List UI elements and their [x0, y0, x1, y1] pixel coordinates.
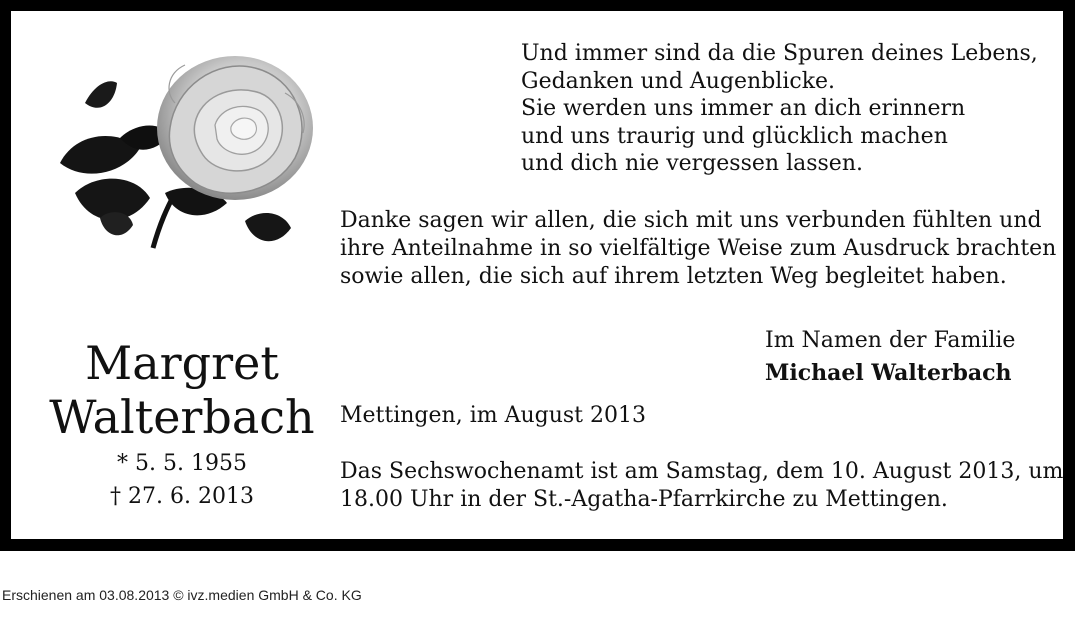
poem-line: Sie werden uns immer an dich erinnern	[521, 96, 966, 121]
thanks-line: sowie allen, die sich auf ihrem letzten Weg begleitet haben.	[340, 264, 1007, 289]
publication-footer: Erschienen am 03.08.2013 © ivz.medien GmbH & Co. KG	[2, 587, 362, 603]
family-signature	[765, 325, 1015, 389]
family-intro: Im Namen der Familie	[765, 328, 1016, 353]
poem-line: Gedanken und Augenblicke.	[521, 68, 836, 94]
place-date: Mettingen, im August 2013	[340, 403, 647, 428]
service-line: 18.00 Uhr in der St.-Agatha-Pfarrkirche zu Mettingen.	[340, 487, 948, 512]
obituary-card	[11, 11, 1063, 539]
death-date: † 27. 6. 2013	[110, 484, 254, 509]
thanks-line: Danke sagen wir allen, die sich mit uns verbunden fühlten und	[340, 208, 1042, 233]
rose-icon	[55, 43, 315, 255]
family-name: Michael Walterbach	[765, 360, 1012, 386]
thanks-line: ihre Anteilnahme in so vielfältige Weise zum Ausdruck brachten	[340, 236, 1057, 261]
deceased-last-name: Walterbach	[49, 390, 315, 444]
poem-block	[521, 40, 1038, 178]
poem-line: und dich nie vergessen lassen.	[521, 151, 863, 176]
birth-date: * 5. 5. 1955	[117, 451, 247, 476]
poem-line: und uns traurig und glücklich machen	[521, 123, 948, 149]
service-notice	[340, 458, 1064, 514]
deceased-block	[41, 336, 323, 513]
service-line: Das Sechswochenamt ist am Samstag, dem 10. August 2013, um	[340, 459, 1064, 484]
deceased-first-name: Margret	[85, 336, 279, 390]
thanks-paragraph	[340, 207, 1057, 291]
poem-line: Und immer sind da die Spuren deines Lebens,	[521, 41, 1038, 66]
